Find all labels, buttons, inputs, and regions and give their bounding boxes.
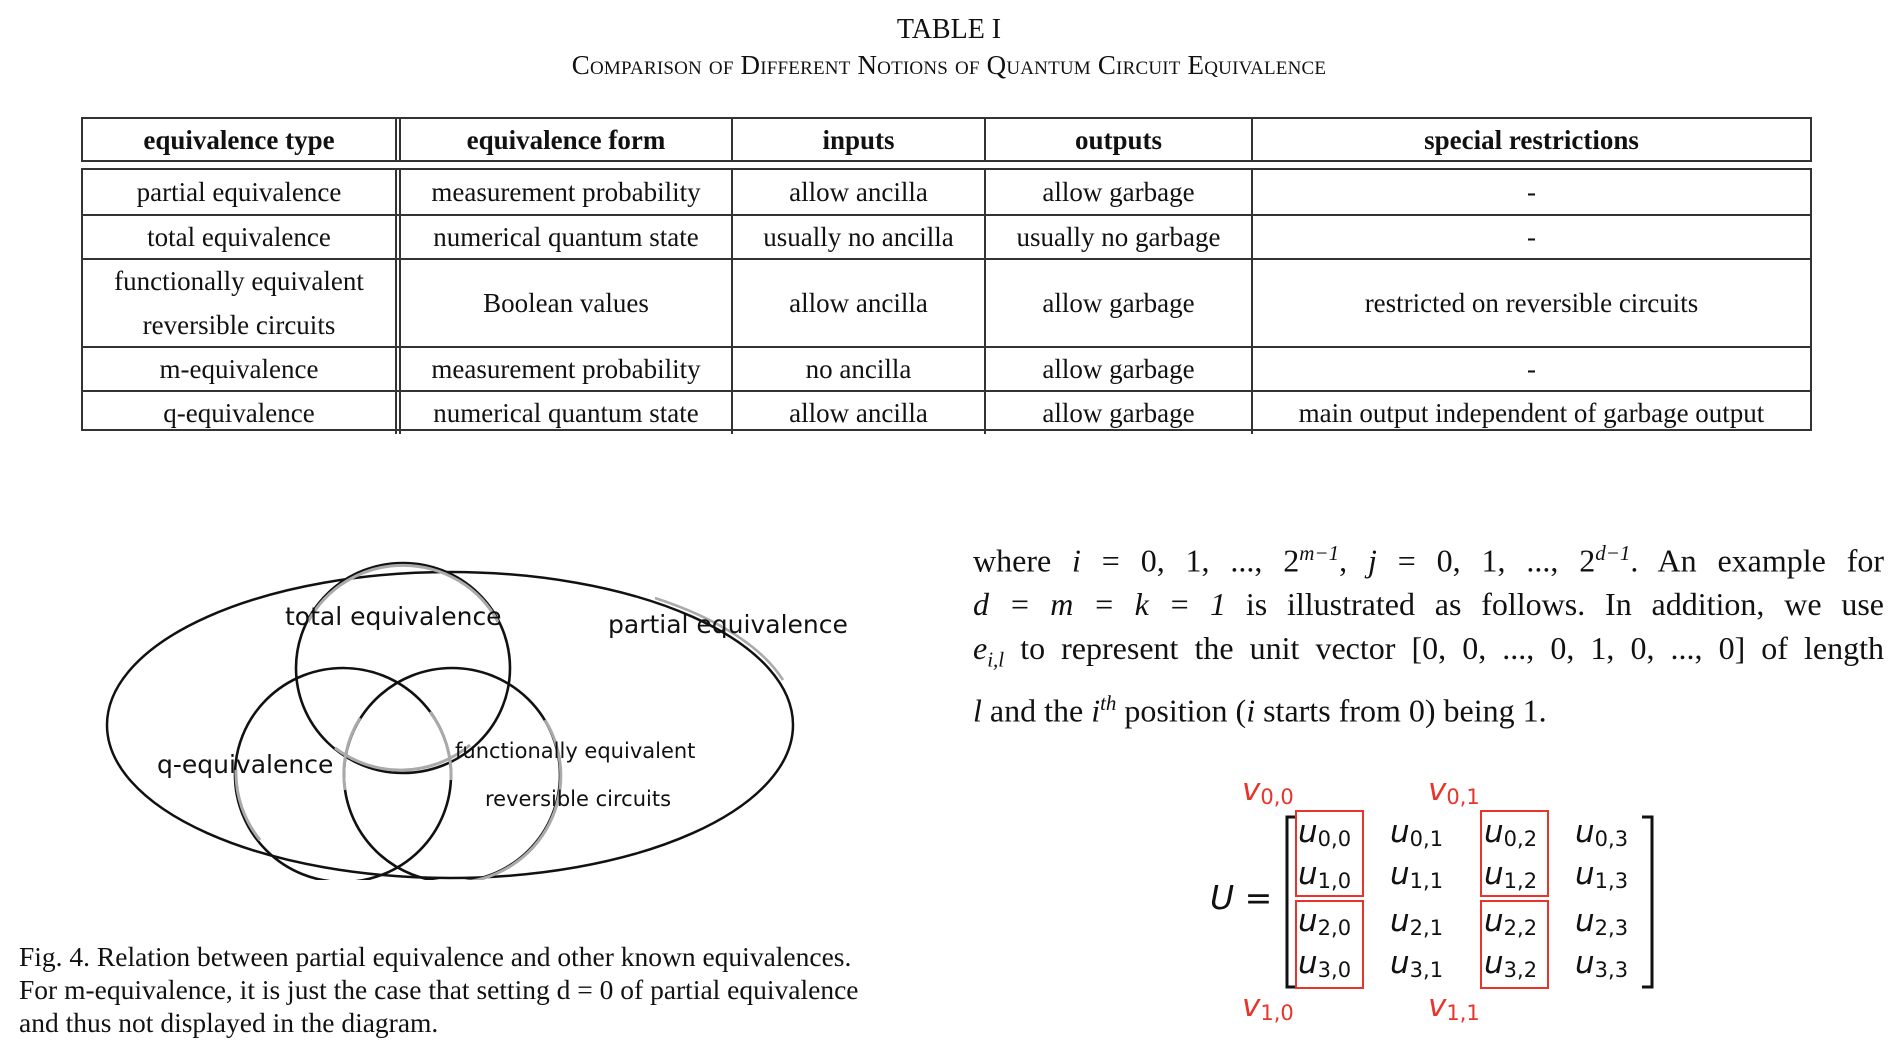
matrix-lhs: U = bbox=[1210, 878, 1273, 917]
matrix-entry: $u_{3,3}$ bbox=[1575, 945, 1629, 983]
figure-caption bbox=[19, 940, 939, 1039]
table-cell: restricted on reversible circuits bbox=[1251, 260, 1810, 346]
header-row bbox=[83, 119, 1810, 160]
table-cell: q-equivalence bbox=[163, 398, 315, 428]
venn-label-functional-1: functionally equivalent bbox=[455, 739, 696, 763]
matrix-entry: $u_{3,2}$ bbox=[1484, 945, 1538, 983]
table-cell: allow garbage bbox=[984, 260, 1251, 346]
table-row bbox=[83, 214, 1810, 258]
table-cell: usually no ancilla bbox=[731, 216, 984, 258]
table-cell: Boolean values bbox=[395, 260, 731, 346]
caption-line: and thus not displayed in the diagram. bbox=[19, 1007, 439, 1038]
header-cell: outputs bbox=[984, 119, 1251, 160]
para-line-4: l and the $i^{th}$ position (i starts from 0) being 1. bbox=[973, 690, 1547, 729]
table-cell: partial equivalence bbox=[136, 177, 342, 207]
vector-label-v10: $v_{1,0}$ bbox=[1242, 988, 1294, 1026]
matrix-entry: $u_{1,1}$ bbox=[1390, 856, 1444, 894]
table-cell: allow ancilla bbox=[731, 392, 984, 434]
vector-label-v00: $v_{0,0}$ bbox=[1242, 772, 1294, 810]
table-body bbox=[81, 168, 1812, 431]
table-cell: no ancilla bbox=[731, 348, 984, 390]
vector-label-v11: $v_{1,1}$ bbox=[1428, 988, 1480, 1026]
matrix-entry: $u_{2,2}$ bbox=[1484, 903, 1538, 941]
table-cell: measurement probability bbox=[395, 348, 731, 390]
cell-line: reversible circuits bbox=[142, 310, 336, 340]
matrix-entry: $u_{1,2}$ bbox=[1484, 856, 1538, 894]
table-cell: - bbox=[1251, 170, 1810, 214]
table-label: TABLE I bbox=[896, 14, 1002, 45]
matrix-entry: $u_{2,0}$ bbox=[1298, 903, 1352, 941]
table-row bbox=[83, 258, 1810, 346]
vector-label-v01: $v_{0,1}$ bbox=[1428, 772, 1480, 810]
venn-label-total: total equivalence bbox=[285, 602, 502, 631]
header-cell: inputs bbox=[731, 119, 984, 160]
venn-shapes bbox=[95, 540, 815, 880]
para-line-1: where i = 0, 1, ..., $2^{m-1}$, j = 0, 1, ..., $2^{d-1}$. An example for bbox=[973, 541, 1884, 579]
table-cell: allow garbage bbox=[984, 170, 1251, 214]
table-cell: usually no garbage bbox=[984, 216, 1251, 258]
matrix-entry: $u_{0,3}$ bbox=[1575, 814, 1629, 852]
table-cell: allow ancilla bbox=[731, 170, 984, 214]
venn-label-q: q-equivalence bbox=[157, 750, 334, 779]
header-cell: equivalence form bbox=[395, 119, 731, 160]
table-row bbox=[83, 390, 1810, 434]
table-cell: allow garbage bbox=[984, 348, 1251, 390]
matrix-figure bbox=[1200, 770, 1700, 1030]
header-cell: special restrictions bbox=[1251, 119, 1810, 160]
matrix-entry: $u_{0,2}$ bbox=[1484, 814, 1538, 852]
table-cell: m-equivalence bbox=[159, 354, 319, 384]
venn-label-functional-2: reversible circuits bbox=[485, 787, 672, 811]
body-paragraph bbox=[973, 532, 1884, 733]
matrix-entry: $u_{0,1}$ bbox=[1390, 814, 1444, 852]
header-cell: equivalence type bbox=[143, 124, 335, 155]
table-cell: - bbox=[1251, 216, 1810, 258]
matrix-entry: $u_{2,1}$ bbox=[1390, 903, 1444, 941]
table-cell: measurement probability bbox=[395, 170, 731, 214]
table-cell: numerical quantum state bbox=[395, 216, 731, 258]
para-line-2: d = m = k = 1 is illustrated as follows. In addition, we use bbox=[973, 586, 1885, 623]
matrix-entry: $u_{1,3}$ bbox=[1575, 856, 1629, 894]
table-title: Comparison of Different Notions of Quantum Circuit Equivalence bbox=[571, 50, 1327, 80]
venn-diagram bbox=[95, 540, 848, 880]
table-cell: - bbox=[1251, 348, 1810, 390]
matrix-entry: $u_{0,0}$ bbox=[1298, 814, 1352, 852]
table-cell: allow garbage bbox=[984, 392, 1251, 434]
table-cell: main output independent of garbage output bbox=[1251, 392, 1810, 434]
table-cell: total equivalence bbox=[147, 222, 331, 252]
caption-line: Fig. 4. Relation between partial equivalence and other known equivalences. bbox=[19, 941, 852, 972]
table-header bbox=[81, 117, 1812, 162]
cell-line: functionally equivalent bbox=[114, 266, 364, 296]
caption-line: For m-equivalence, it is just the case that setting d = 0 of partial equivalence bbox=[19, 974, 859, 1005]
table-cell: numerical quantum state bbox=[395, 392, 731, 434]
venn-label-partial: partial equivalence bbox=[608, 610, 848, 639]
table-row bbox=[83, 346, 1810, 390]
table-cell bbox=[83, 260, 395, 346]
para-line-3: $e_{i,l}$ to represent the unit vector [0, 0, ..., 0, 1, 0, ..., 0] of length bbox=[973, 629, 1884, 672]
matrix-entry: $u_{2,3}$ bbox=[1575, 903, 1629, 941]
matrix-entry: $u_{3,1}$ bbox=[1390, 945, 1444, 983]
matrix-entry: $u_{1,0}$ bbox=[1298, 856, 1352, 894]
table-cell: allow ancilla bbox=[731, 260, 984, 346]
table-row bbox=[83, 170, 1810, 214]
matrix-entry: $u_{3,0}$ bbox=[1298, 945, 1352, 983]
